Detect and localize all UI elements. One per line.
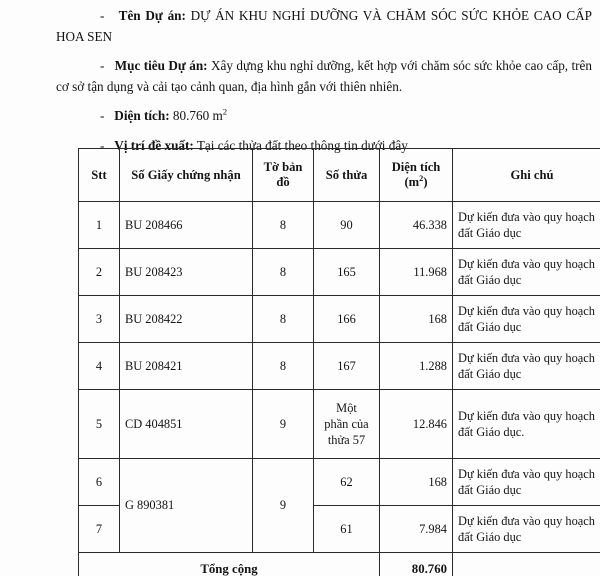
- column-header-area-line1: Diện tích: [391, 160, 441, 174]
- cell-map-sheet: 9: [253, 390, 314, 459]
- cell-map-sheet: 8: [253, 343, 314, 390]
- cell-plot-number: 167: [314, 343, 380, 390]
- bullet-dash: -: [100, 58, 105, 73]
- land-plots-table-wrapper: [78, 148, 595, 576]
- cell-plot-number: 62: [314, 459, 380, 506]
- cell-stt: 2: [79, 249, 120, 296]
- cell-plot-number: [314, 390, 380, 459]
- total-value: 80.760: [380, 553, 453, 576]
- cell-certificate: BU 208422: [120, 296, 253, 343]
- cell-plot-number: 61: [314, 506, 380, 553]
- cell-note: Dự kiến đưa vào quy hoạch đất Giáo dục: [453, 202, 600, 249]
- cell-area: 168: [380, 459, 453, 506]
- text-location: Tại các thửa đất theo thông tin dưới đây: [193, 137, 408, 153]
- cell-certificate: BU 208423: [120, 249, 253, 296]
- cell-note: Dự kiến đưa vào quy hoạch đất Giáo dục: [453, 296, 600, 343]
- total-label: Tổng cộng: [79, 553, 380, 576]
- table-body: [79, 202, 600, 576]
- cell-map-sheet: 8: [253, 296, 314, 343]
- total-note-cell: [453, 553, 600, 576]
- land-plots-table: [78, 148, 600, 576]
- label-project-name: Tên Dự án:: [118, 8, 186, 23]
- cell-stt: 3: [79, 296, 120, 343]
- cell-plot-number: 90: [314, 202, 380, 249]
- label-area: Diện tích:: [114, 108, 170, 123]
- table-row: [79, 343, 600, 390]
- cell-map-sheet-merged: 9: [253, 459, 314, 553]
- column-header-map-sheet: Tờ bản đồ: [253, 149, 314, 202]
- cell-note: Dự kiến đưa vào quy hoạch đất Giáo dục: [453, 459, 600, 506]
- cell-plot-line1: Một: [336, 401, 357, 415]
- cell-certificate: CD 404851: [120, 390, 253, 459]
- table-total-row: [79, 553, 600, 576]
- column-header-area-line2-end: ): [423, 175, 428, 189]
- table-row: [79, 249, 600, 296]
- cell-stt: 7: [79, 506, 120, 553]
- table-row: [79, 390, 600, 459]
- cell-note: Dự kiến đưa vào quy hoạch đất Giáo dục: [453, 343, 600, 390]
- cell-note: Dự kiến đưa vào quy hoạch đất Giáo dục.: [453, 390, 600, 459]
- column-header-plot-number: Số thửa: [314, 149, 380, 202]
- bullet-dash: -: [100, 108, 105, 123]
- cell-map-sheet: 8: [253, 249, 314, 296]
- cell-area: 168: [380, 296, 453, 343]
- bullet-dash: -: [100, 137, 105, 153]
- cell-stt: 4: [79, 343, 120, 390]
- table-row: [79, 296, 600, 343]
- cell-note: Dự kiến đưa vào quy hoạch đất Giáo dục: [453, 506, 600, 553]
- cell-certificate: BU 208466: [120, 202, 253, 249]
- column-header-area-sup: 2: [419, 173, 424, 183]
- cell-area: 7.984: [380, 506, 453, 553]
- column-header-area: [380, 149, 453, 202]
- paragraph-area: [0, 106, 600, 127]
- cell-plot-number: 166: [314, 296, 380, 343]
- table-header-row: [79, 149, 600, 202]
- column-header-certificate: Số Giấy chứng nhận: [120, 149, 253, 202]
- text-project-name: DỰ ÁN KHU NGHỈ DƯỠNG VÀ CHĂM SÓC SỨC KHỎE CAO CẤP HOA SEN: [56, 8, 593, 44]
- label-project-objective: Mục tiêu Dự án:: [114, 58, 208, 73]
- column-header-note: Ghi chú: [453, 149, 600, 202]
- cell-certificate-merged: G 890381: [120, 459, 253, 553]
- cell-note: Dự kiến đưa vào quy hoạch đất Giáo dục: [453, 249, 600, 296]
- cell-stt: 5: [79, 390, 120, 459]
- paragraph-project-name: [0, 6, 600, 47]
- cell-map-sheet: 8: [253, 202, 314, 249]
- text-project-objective: Xây dựng khu nghỉ dưỡng, kết hợp với chăm sóc sức khỏe cao cấp, trên cơ sở tận dụng và cải tạo cảnh quan, địa hình gắn với thiên nhiên.: [56, 58, 593, 94]
- intro-paragraphs: [0, 6, 600, 165]
- table-row: [79, 202, 600, 249]
- cell-plot-line2: phần của: [324, 417, 369, 431]
- label-location: Vị trí đề xuất:: [114, 137, 194, 153]
- cell-area: 11.968: [380, 249, 453, 296]
- table-header: [79, 149, 600, 202]
- text-area: 80.760 m: [169, 108, 223, 123]
- table-row: [79, 459, 600, 506]
- paragraph-project-objective: [0, 56, 600, 97]
- cell-area: 12.846: [380, 390, 453, 459]
- cell-plot-number: 165: [314, 249, 380, 296]
- cell-plot-line3: thửa 57: [327, 433, 366, 447]
- cell-stt: 1: [79, 202, 120, 249]
- column-header-stt: Stt: [79, 149, 120, 202]
- area-superscript: 2: [222, 106, 228, 117]
- column-header-area-line2: (m: [404, 175, 420, 189]
- cell-certificate: BU 208421: [120, 343, 253, 390]
- cell-area: 1.288: [380, 343, 453, 390]
- cell-stt: 6: [79, 459, 120, 506]
- bullet-dash: -: [100, 8, 105, 23]
- cell-area: 46.338: [380, 202, 453, 249]
